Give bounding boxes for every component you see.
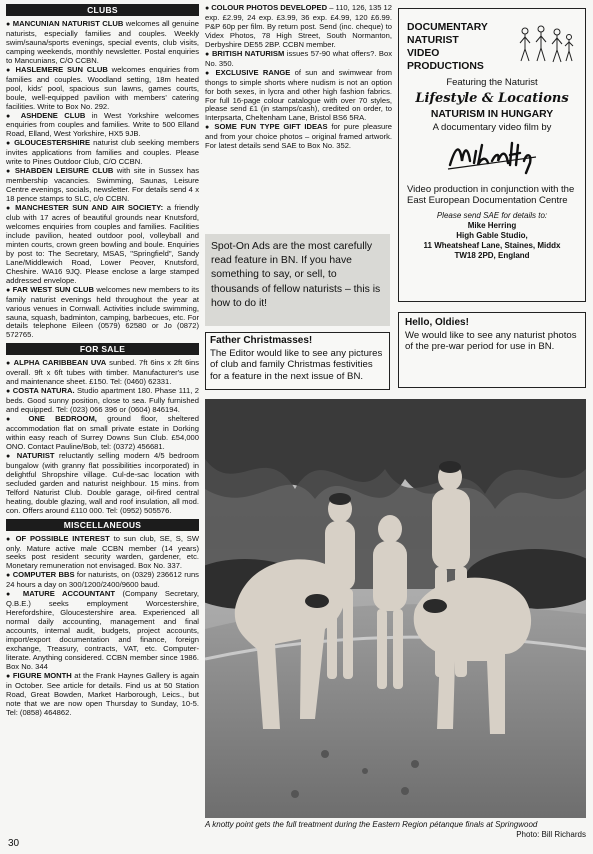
ad-lead: OF POSSIBLE INTEREST (15, 533, 110, 543)
father-christmasses-box (205, 332, 390, 390)
misc-heading: MISCELLANEOUS (6, 519, 199, 531)
classified-ad (6, 672, 199, 718)
bullet-icon: ● (205, 5, 212, 12)
bullet-icon: ● (6, 140, 15, 148)
doc-head-line: DOCUMENTARY (407, 22, 488, 33)
photo-caption (205, 820, 586, 839)
photo-credit: Photo: Bill Richards (516, 829, 586, 839)
bullet-icon: ● (6, 21, 13, 28)
ad-text: for naturists, on (0329) 236612 runs 24 hours a day on 300/1200/2400/9600 baud. (6, 570, 199, 590)
bullet-icon: ● (6, 452, 17, 460)
ad-lead: FAR WEST SUN CLUB (12, 284, 94, 294)
hello-oldies-title: Hello, Oldies! (405, 317, 469, 328)
classified-ad (6, 535, 199, 572)
doc-film-by: A documentary video film by (432, 122, 552, 133)
bullet-icon: ● (6, 535, 16, 543)
ad-text: issues 57-90 what offers?. Box No. 350. (205, 48, 392, 68)
ad-lead: COLOUR PHOTOS DEVELOPED (211, 3, 328, 12)
hello-oldies-box (398, 312, 586, 388)
bullet-icon: ● (6, 112, 21, 120)
doc-main-title: NATURISM IN HUNGARY (430, 109, 554, 120)
classified-ad (6, 387, 199, 415)
classified-ad (205, 123, 392, 151)
for-sale-list (6, 359, 199, 515)
classified-ad (6, 112, 199, 140)
misc-section (6, 519, 199, 718)
classified-ad (205, 4, 392, 50)
ad-text: welcomes all genuine naturists, especially families and couples. Weekly swim/sauna/sports evenings, special events, club visits, camping weekends, monthly newsletter. Postal enquiries to Mancunians, C/O CCBN. (6, 19, 199, 65)
signature-logo (446, 139, 538, 175)
left-column (6, 4, 199, 721)
ad-lead: EXCLUSIVE RANGE (215, 67, 291, 77)
ad-text: sunbed. 7ft 6ins x 2ft 6ins overall. 9ft x 6ft tubes with timber. Manufacturer's use and maintenance sheet. £150. Tel: (0460) 62331. (6, 358, 199, 387)
address-line: 11 Wheatsheaf Lane, Staines, Middx (423, 241, 561, 250)
address-line: Mike Herring (467, 221, 517, 230)
bullet-icon: ● (6, 360, 14, 368)
ad-lead: COSTA NATURA. (12, 386, 75, 396)
ad-text: naturist club seeking members invites applications from families and couples. Please write to Pines Outdoor Club, C/O CCBN. (6, 138, 199, 167)
classified-ad (6, 204, 199, 286)
petanque-photo (205, 399, 586, 818)
ad-text: in West Yorkshire welcomes enquiries from couples and families. Write to 500 Elland Road, Elland, West Yorkshire, HX5 9JB. (6, 110, 199, 139)
ad-text: a friendly club with 17 acres of beautiful grounds near Knutsford, welcomes enquiries from couples and families. Facilities include pavilion, heated outdoor pool, volleyball and minten courts, crown green bowling and boule. Enquiries by post to: The Secretary, MSAS, "Springfield", Sandy Lane/Middlewich Road, Lower Peover, Knutsford, Cheshire. WA16 9JQ. Please enclose a large stamped addressed envelope. (6, 203, 199, 285)
ad-text: Studio apartment 180. Phase 111, 2 beds. Good sunny position, close to sea. Fully furnished and equipped. Tel: (023) 066 396 or (0604) 846194. (6, 386, 199, 415)
spot-on-text: Spot-On Ads are the most carefully read feature in BN. If you have something to say, or sell, to thousands of fellow naturists – this is how to do it! (211, 241, 381, 309)
ad-text: with site in Sussex has membership vacancies. Swimming, Saunas, Leisure Centre evenings, socials, newsletter. For details send 4 x 18 pence stamps to SLC, c/o CCBN. (6, 166, 199, 204)
doc-head-line: VIDEO (407, 48, 440, 59)
clubs-heading: CLUBS (6, 4, 199, 16)
doc-address (399, 221, 585, 261)
ad-text: to sun club, SE, S, SW only. Mature active male CCBN member (14 years) seeks post resident security warden, gardener, etc. Monetary remuneration not envisaged. Box No. 337. (6, 533, 199, 571)
classified-ad (6, 452, 199, 516)
clubs-list (6, 20, 199, 340)
for-sale-section (6, 343, 199, 515)
documentary-ad (398, 8, 586, 302)
classified-ad (6, 415, 199, 452)
ad-text: – 110, 126, 135 12 exp. £2.99, 24 exp. £3.99, 36 exp. £4.99, 120 £6.99. P&P 60p per film. By return post. Send (inc. cheque) to Videx Photos, 78 High Street, South Normanton, Derbyshire DE55 2BP. CCBN member. (205, 3, 392, 49)
father-christmasses-title: Father Christmasses! (210, 335, 313, 346)
ad-lead: SHABDEN LEISURE CLUB (14, 166, 114, 176)
ad-lead: HASLEMERE SUN CLUB (15, 64, 108, 74)
doc-head-line: PRODUCTIONS (407, 61, 484, 72)
bullet-icon: ● (6, 416, 29, 424)
doc-production: Video production in conjunction with the East European Documentation Centre (407, 184, 575, 206)
bullet-icon: ● (6, 388, 13, 396)
hello-oldies-body: We would like to see any naturist photos of the pre-war period for use in BN. (405, 330, 577, 353)
address-line: High Gable Studio, (456, 231, 528, 240)
caption-text: A knotty point gets the full treatment during the Eastern Region pétanque finals at Springwood (205, 820, 538, 829)
middle-column (205, 4, 392, 151)
bullet-icon: ● (6, 591, 23, 599)
ad-text: of sun and swimwear from thongs to simple shorts where nudism is not an option for both sexes, in lycra and other high fashion fabrics. For full 16-page colour catalogue with over 70 styles, please send £1 (in stamps/cash), credited on order, to Interpsarta, Cheltenham Lane, Bristol BS6 5RA. (205, 67, 392, 123)
classified-ad (205, 50, 392, 69)
ad-text: welcomes enquiries from families and couples. Woodland setting, 18m heated pool, kids' pool, spacious sun lawns, games courts, boule, well-equipped pavilion with members' catering facilities. Write to Box No. 292. (6, 64, 199, 111)
ad-lead: BRITISH NATURISM (211, 48, 285, 58)
bullet-icon: ● (205, 50, 212, 58)
ad-lead: NATURIST (16, 450, 55, 460)
classified-ad (6, 571, 199, 590)
classified-ad (6, 66, 199, 112)
ad-text: for pure pleasure and from your choice photos – original framed artwork. For latest details send SAE to Box No. 352. (205, 122, 392, 151)
classified-ad (6, 167, 199, 204)
ad-text: welcomes new members to its family naturist evenings held throughout the year at various venues in Cornwall. Activities include swimming, sauna, squash, badminton, camping, barbecues, etc. For details telephone Eileen (0579) 62580 or Jo (0872) 572765. (6, 284, 199, 340)
ad-lead: ALPHA CARIBBEAN UVA (13, 358, 107, 368)
page-number: 30 (8, 838, 20, 849)
doc-script-title: Lifestyle & Locations (415, 91, 569, 106)
clubs-section (6, 4, 199, 340)
ad-lead: FIGURE MONTH (12, 670, 72, 680)
bullet-icon: ● (205, 124, 215, 132)
ad-lead: MATURE ACCOUNTANT (22, 589, 115, 599)
ad-text: reluctantly selling modern 4/5 bedroom bungalow (with granny flat possibilities incorporated) in delightful Shropshire village. Cul-de-sac location with secluded garden and naturist neighbour. 15 mins. from Telford Naturist Club. Double garage, oil-fired central heating, double glazing, wall and roof insulation, all mod. con. Offers around £110 000. Tel: (0952) 505576. (6, 450, 199, 515)
classified-ad (6, 139, 199, 167)
classified-ad (6, 20, 199, 66)
bullet-icon: ● (6, 286, 13, 294)
figures-sketch-icon (513, 23, 577, 67)
classified-ad (6, 286, 199, 341)
bullet-icon: ● (6, 168, 15, 176)
ad-text: ground floor, sheltered accommodation flat on small private estate in Dorking within easy reach of Surrey Downs Sun Club. £54,000 ONO. Contact Pauline/Bob, tel: (0372) 456681. (6, 414, 199, 451)
classified-ad (6, 590, 199, 672)
misc-list (6, 535, 199, 718)
father-christmasses-body: The Editor would like to see any pictures of club and family Christmas festivities for a feature in the next issue of BN. (210, 348, 383, 382)
ad-lead: MANCUNIAN NATURIST CLUB (12, 19, 124, 28)
bullet-icon: ● (6, 205, 16, 213)
ad-lead: GLOUCESTERSHIRE (14, 138, 91, 148)
for-sale-heading: FOR SALE (6, 343, 199, 355)
ad-lead: COMPUTER BBS (12, 570, 75, 580)
doc-head-line: NATURIST (407, 35, 459, 46)
ad-text: at the Frank Haynes Gallery is again in October. See article for details. Find us at 50 Station Road, Great Bowden, Market Harborough, Leics., but note that we are now open Thursday to Sunday, 10-5. Tel: (0858) 464862. (6, 670, 199, 717)
middle-ads-list (205, 4, 392, 151)
bullet-icon: ● (6, 66, 16, 74)
address-line: TW18 2PD, England (454, 251, 530, 260)
ad-lead: ASHDENE CLUB (20, 110, 86, 120)
ad-lead: SOME FUN TYPE GIFT IDEAS (214, 122, 328, 132)
ad-lead: MANCHESTER SUN AND AIR SOCIETY: (15, 203, 164, 213)
classified-ad (205, 69, 392, 124)
bullet-icon: ● (205, 69, 216, 77)
spot-on-box (205, 234, 390, 326)
ad-lead: ONE BEDROOM, (28, 414, 97, 424)
bullet-icon: ● (6, 572, 13, 580)
bullet-icon: ● (6, 672, 13, 680)
doc-featuring: Featuring the Naturist (446, 77, 538, 88)
doc-send: Please send SAE for details to: (436, 211, 548, 220)
ad-text: (Company Secretary, Q.B.E.) seeks employment Worcestershire, Herefordshire, Gloucestershire area. Experienced all normal daily accounting, management and final accounts, internal audit, budgets, project accounts, import/export documentation and finance, foreign exchange, Treasury, contracts, VAT, etc. Computer-literate. Anything considered. CCBN member since 1986. Box No. 344 (6, 589, 199, 671)
classified-ad (6, 359, 199, 387)
